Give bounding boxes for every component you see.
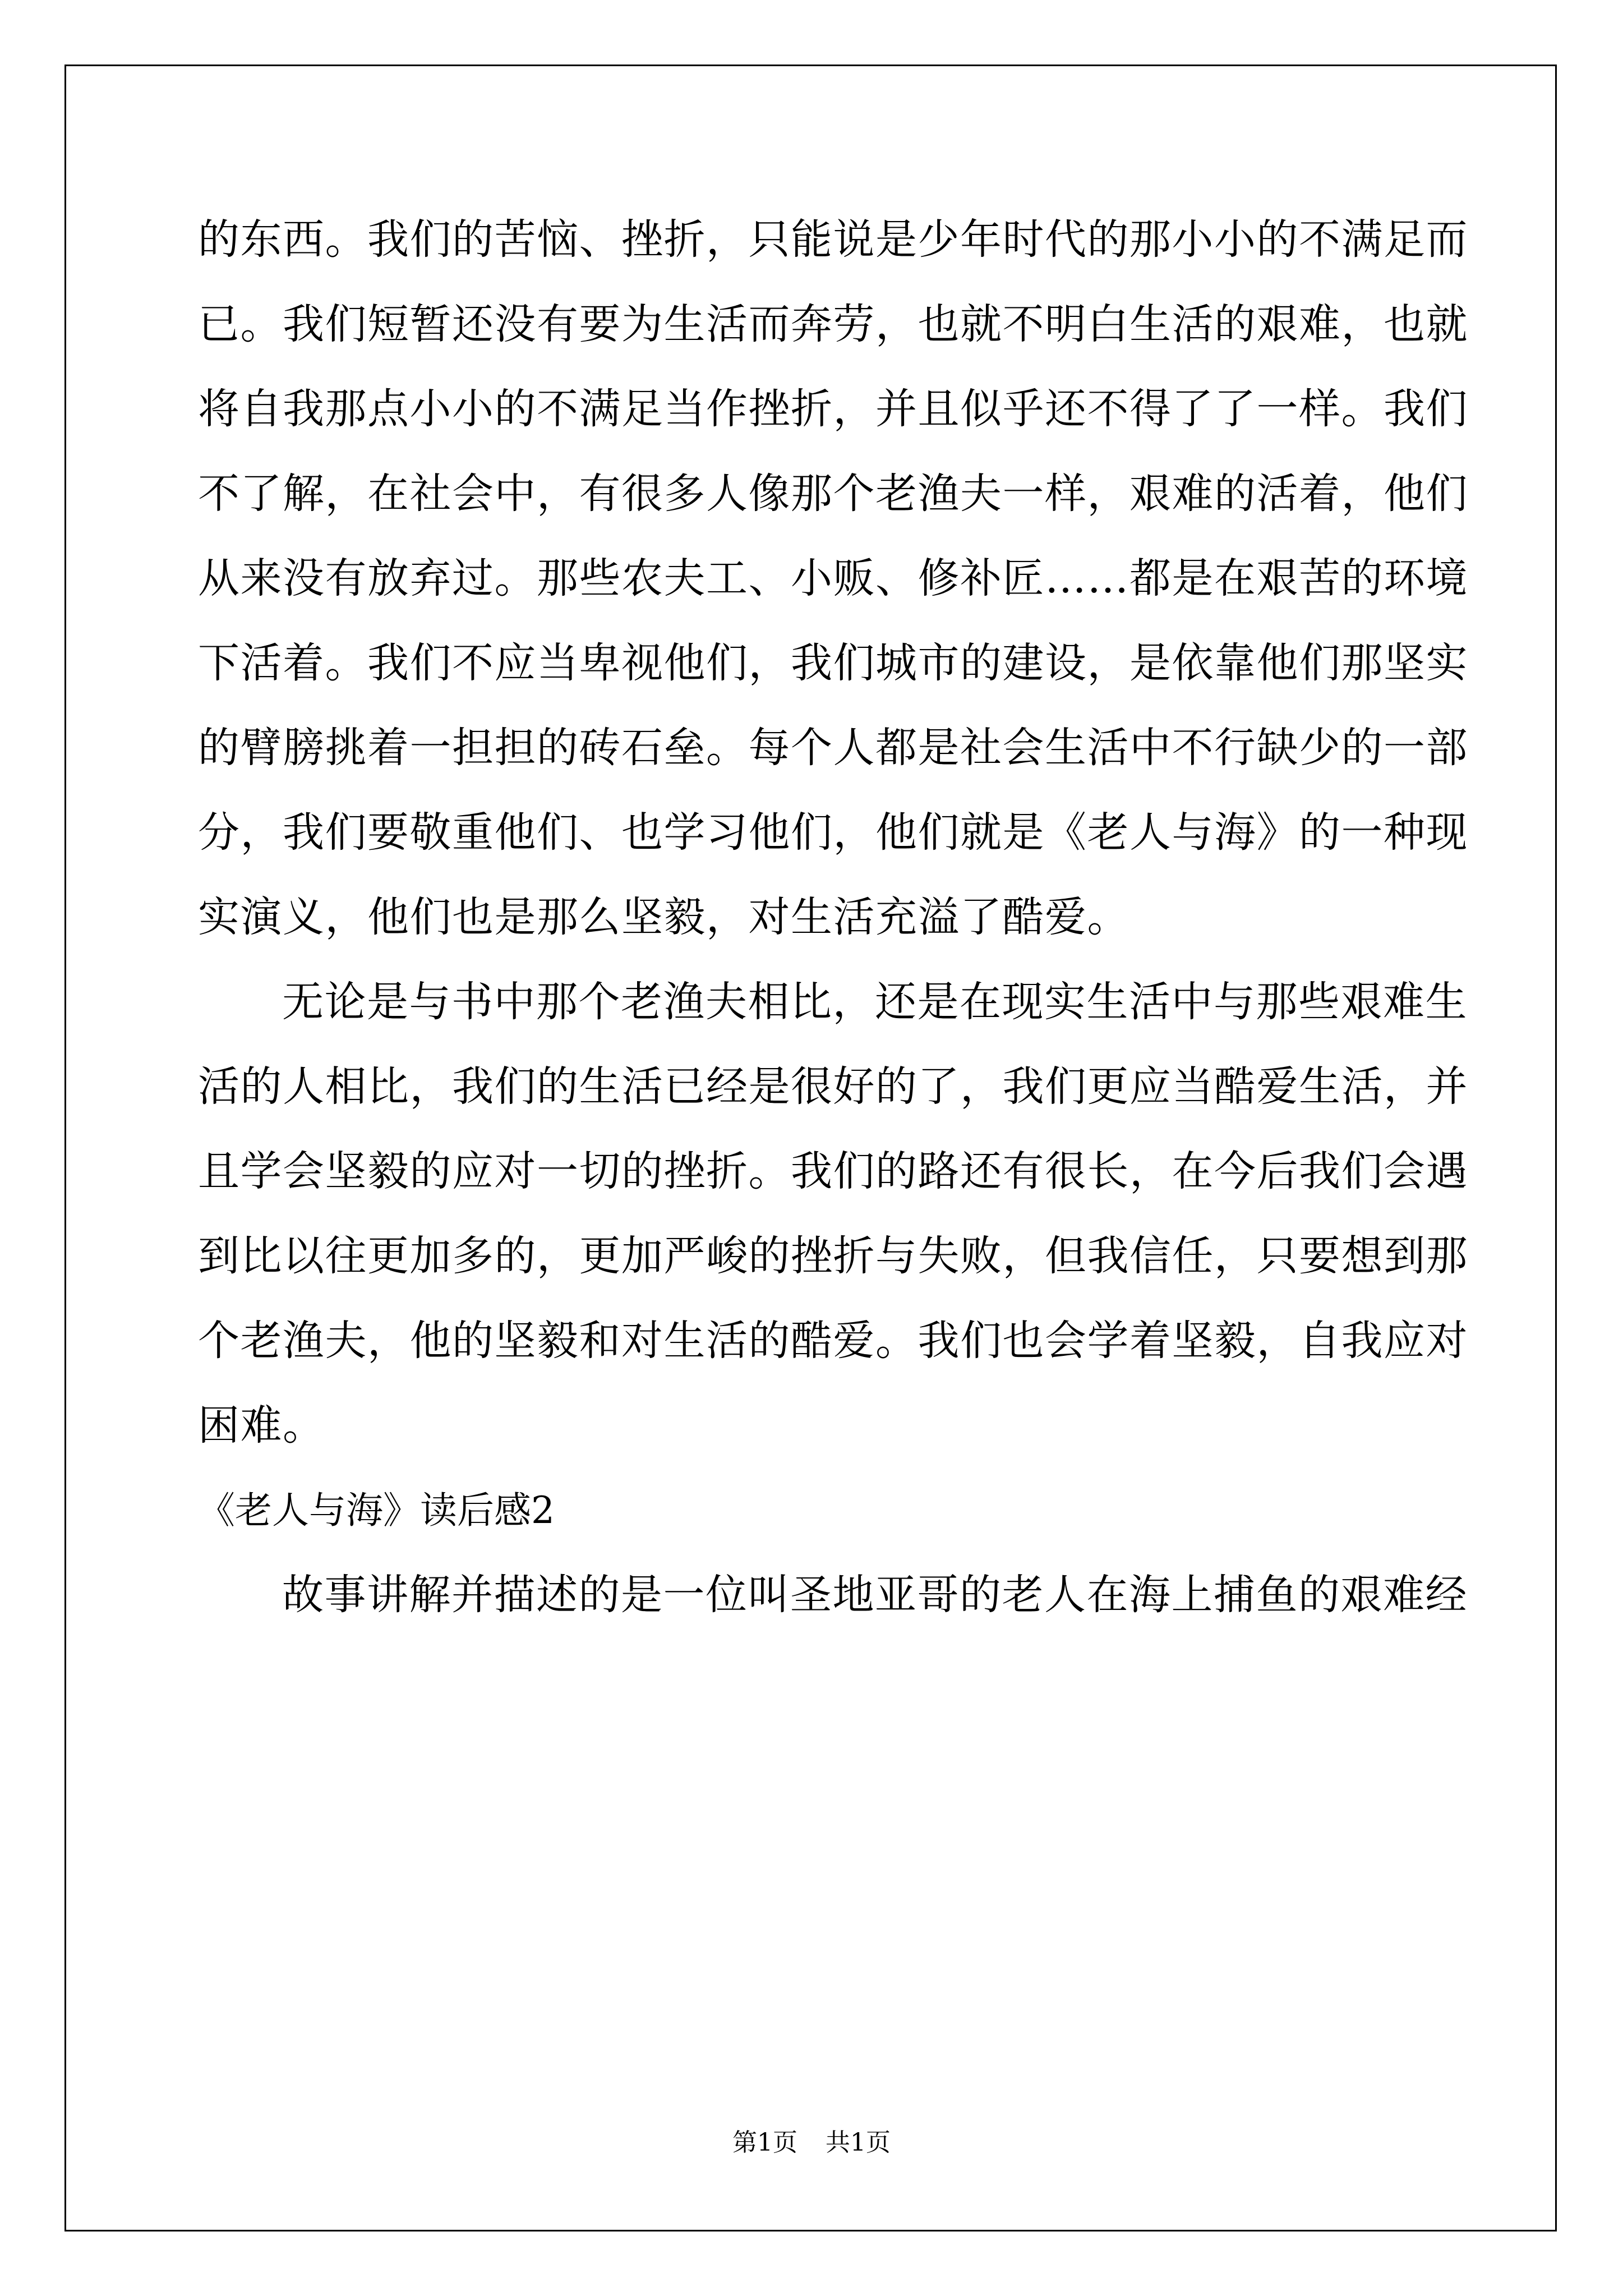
text-line: 且学会坚毅的应对一切的挫折。我们的路还有很长，在今后我们会遇 — [198, 1147, 1468, 1195]
document-body — [198, 197, 1468, 1637]
section-heading: 《老人与海》读后感2 — [198, 1489, 555, 1532]
page-number-total: 共1页 — [826, 2128, 891, 2157]
page-footer — [0, 2126, 1623, 2160]
text-line: 活的人相比，我们的生活已经是很好的了，我们更应当酷爱生活，并 — [198, 1062, 1468, 1111]
text-line: 不了解，在社会中，有很多人像那个老渔夫一样，艰难的活着，他们 — [198, 470, 1468, 518]
text-line: 个老渔夫，他的坚毅和对生活的酷爱。我们也会学着坚毅，自我应对 — [198, 1317, 1468, 1365]
paragraph-1 — [198, 197, 1468, 960]
text-line: 实演义，他们也是那么坚毅，对生活充溢了酷爱。 — [198, 893, 1129, 941]
text-line: 到比以往更加多的，更加严峻的挫折与失败，但我信任，只要想到那 — [198, 1232, 1468, 1280]
text-line: 分，我们要敬重他们、也学习他们，他们就是《老人与海》的一种现 — [198, 808, 1468, 857]
text-line: 的臂膀挑着一担担的砖石垒。每个人都是社会生活中不行缺少的一部 — [198, 724, 1468, 772]
text-line: 将自我那点小小的不满足当作挫折，并且似乎还不得了了一样。我们 — [198, 385, 1468, 433]
text-line: 下活着。我们不应当卑视他们，我们城市的建设，是依靠他们那坚实 — [198, 639, 1468, 687]
page-number-current: 第1页 — [732, 2128, 797, 2157]
paragraph-2 — [198, 960, 1468, 1468]
text-line: 已。我们短暂还没有要为生活而奔劳，也就不明白生活的艰难，也就 — [198, 300, 1468, 348]
text-line: 困难。 — [198, 1401, 325, 1450]
text-line: 无论是与书中那个老渔夫相比，还是在现实生活中与那些艰难生 — [282, 978, 1468, 1026]
text-line: 故事讲解并描述的是一位叫圣地亚哥的老人在海上捕鱼的艰难经 — [282, 1571, 1468, 1619]
text-line: 从来没有放弃过。那些农夫工、小贩、修补匠……都是在艰苦的环境 — [198, 554, 1468, 602]
text-line: 的东西。我们的苦恼、挫折，只能说是少年时代的那小小的不满足而 — [198, 215, 1468, 264]
